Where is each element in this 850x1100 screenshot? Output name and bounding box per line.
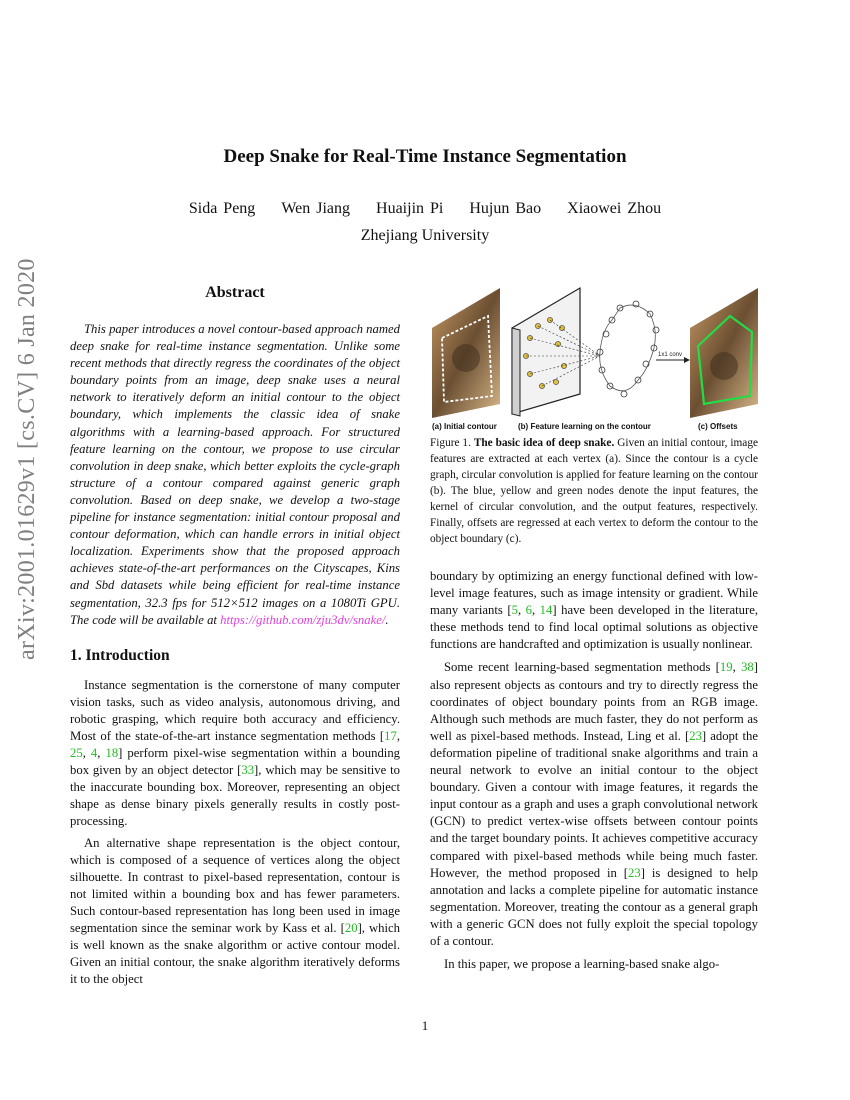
abstract-heading: Abstract	[205, 284, 265, 301]
intro-paragraph-1	[70, 677, 400, 831]
right-column	[430, 568, 758, 977]
affiliation: Zhejiang University	[360, 227, 490, 244]
text-run: ] is designed to help annotation and lacks a complete pipeline for automatic instance segmentation. Moreover, treating the contour as a general graph with a generic GCN does not fully exploit the special topology of a contour.	[430, 865, 758, 948]
author-list	[0, 200, 850, 218]
author: Sida Peng	[188, 200, 256, 217]
citation-link[interactable]: 5	[511, 603, 518, 618]
author: Wen Jiang	[281, 200, 351, 217]
intro-paragraph-2	[70, 835, 400, 989]
text-run: Some recent learning-based segmentation methods [	[444, 660, 720, 675]
left-column	[70, 284, 400, 992]
author: Huaijin Pi	[376, 200, 444, 217]
text-run: ], which may be sensitive to the inaccurate bounding box. Moreover, representing an object shape as dense binary pixels generally results in costly post-processing.	[70, 763, 400, 829]
citation-link[interactable]: 23	[689, 728, 702, 743]
graph-nodes	[597, 301, 659, 397]
arxiv-identifier: arXiv:2001.01629v1 [cs.CV] 6 Jan 2020	[14, 258, 40, 660]
caption-title: The basic idea of deep snake.	[473, 437, 615, 449]
abstract-end: .	[385, 612, 389, 627]
conv-label: 1x1 conv	[658, 352, 683, 358]
author: Xiaowei Zhou	[567, 200, 662, 217]
citation-link[interactable]: 23	[628, 865, 641, 880]
caption-number: Figure 1.	[430, 437, 471, 449]
intro-paragraph-4	[430, 659, 758, 950]
citation-link[interactable]: 4	[90, 746, 98, 761]
cycle-graph-edge	[600, 305, 656, 391]
text-run: ] have been developed in the literature, these methods tend to find local optimal solutions as objective functions are handcrafted and optimization is usually nonlinear.	[430, 603, 759, 652]
text-run: ,	[97, 746, 106, 761]
figure-label-a: (a) Initial contour	[432, 422, 497, 431]
abstract-body: This paper introduces a novel contour-based approach named deep snake for real-time instance segmentation. Unlike some recent methods that directly regress the coordinates of the object boundary points from an image, deep snake uses a neural network to iteratively deform an initial contour to the object boundary, which implements the classic idea of snake algorithms with a learning-based approach. For structured feature learning on the contour, we propose to use circular convolution in deep snake, which better exploits the cycle-graph structure of a contour compared against generic graph convolution. Based on deep snake, we develop a two-stage pipeline for instance segmentation: initial contour proposal and contour deformation, which can handle errors in initial object localization. Experiments show that the proposed approach achieves state-of-the-art performances on the Cityscapes, Kins and Sbd datasets while being efficient for real-time instance segmentation, 32.3 fps for 512×512 images on a 1080Ti GPU. The code will be available at	[70, 322, 400, 627]
feature-plane-edge	[512, 328, 520, 416]
feature-map-panel	[512, 288, 659, 416]
citation-link[interactable]: 19	[719, 660, 733, 675]
figure-label-c: (c) Offsets	[698, 422, 738, 431]
text-run: ,	[396, 728, 400, 743]
citation-link[interactable]: 20	[344, 921, 358, 935]
paper-title: Deep Snake for Real-Time Instance Segmentation	[223, 146, 627, 167]
text-run: ], which is well known as the snake algorithm or active contour model. Given an initial contour, the snake algorithm iteratively deforms it to the object	[70, 921, 401, 987]
initial-contour-panel	[432, 288, 500, 418]
intro-paragraph-5: In this paper, we propose a learning-based snake algo-	[444, 957, 720, 972]
citation-link[interactable]: 6	[525, 603, 532, 618]
citation-link[interactable]: 17	[384, 728, 397, 743]
citation-link[interactable]: 25	[70, 746, 83, 761]
citation-link[interactable]: 18	[105, 746, 119, 761]
text-run: ,	[517, 603, 526, 618]
figure-1-caption	[430, 435, 758, 547]
offsets-panel	[690, 288, 758, 418]
text-run: ,	[82, 746, 91, 761]
abstract-text	[70, 321, 400, 629]
citation-link[interactable]: 33	[241, 763, 255, 778]
text-run: ] perform pixel-wise segmentation within a bounding box given by an object detector [	[70, 746, 401, 778]
caption-text: Given an initial contour, image features are extracted at each vertex (a). Since the contour is a cycle graph, circular convolution is applied for feature learning on the contour (b). The blue, yellow and green nodes denote the input features, the kernel of circular convolution, and the output features, respectively. Finally, offsets are regressed at each vertex to deform the contour to the object boundary (c).	[430, 437, 758, 545]
citation-link[interactable]: 14	[539, 603, 553, 618]
author: Hujun Bao	[469, 200, 542, 217]
text-run: Instance segmentation is the cornerstone of many computer vision tasks, such as video analysis, autonomous driving, and robotic grasping, which require both accuracy and efficiency. Most of the state-of-the-art instance segmentation methods [	[70, 677, 400, 743]
citation-link[interactable]: 38	[741, 660, 754, 675]
text-run: ,	[732, 660, 742, 675]
section-heading-introduction: 1. Introduction	[70, 646, 170, 664]
cat-face	[452, 344, 480, 372]
intro-paragraph-3	[430, 568, 758, 653]
figure-label-b: (b) Feature learning on the contour	[518, 422, 651, 431]
text-run: ] adopt the deformation pipeline of traditional snake algorithms and train a neural network to evolve an initial contour to the object boundary. Given a contour with image features, it regards the input contour as a graph and uses a graph convolutional network (GCN) to predict vertex-wise offsets between contour points and the target boundary points. It achieves competitive accuracy compared with pixel-based methods while being much faster. However, the method proposed in [	[430, 728, 758, 880]
figure-1-diagram	[430, 286, 760, 431]
text-run: ,	[531, 603, 540, 618]
text-run: An alternative shape representation is the object contour, which is composed of a sequence of vertices along the object silhouette. In contrast to pixel-based representation, contour is not limited within a bounding box and has fewer parameters. Such contour-based representation has long been used in image segmentation since the seminar work by Kass et al. [	[70, 835, 400, 935]
code-link[interactable]: https://github.com/zju3dv/snake/	[220, 612, 386, 627]
text-run: boundary by optimizing an energy functional defined with low-level image features, such as image intensity or gradient. While many variants [	[430, 569, 758, 618]
feature-plane	[512, 288, 580, 414]
cat-face-offsets	[710, 352, 738, 380]
conv-arrow	[656, 352, 690, 363]
text-run: ] also represent objects as contours and try to directly regress the coordinates of object boundary points from an RGB image. Although such methods are much faster, they do not perform as well as pixel-based methods. Instead, Ling et al. [	[430, 660, 758, 743]
page-number: 1	[421, 1018, 429, 1033]
